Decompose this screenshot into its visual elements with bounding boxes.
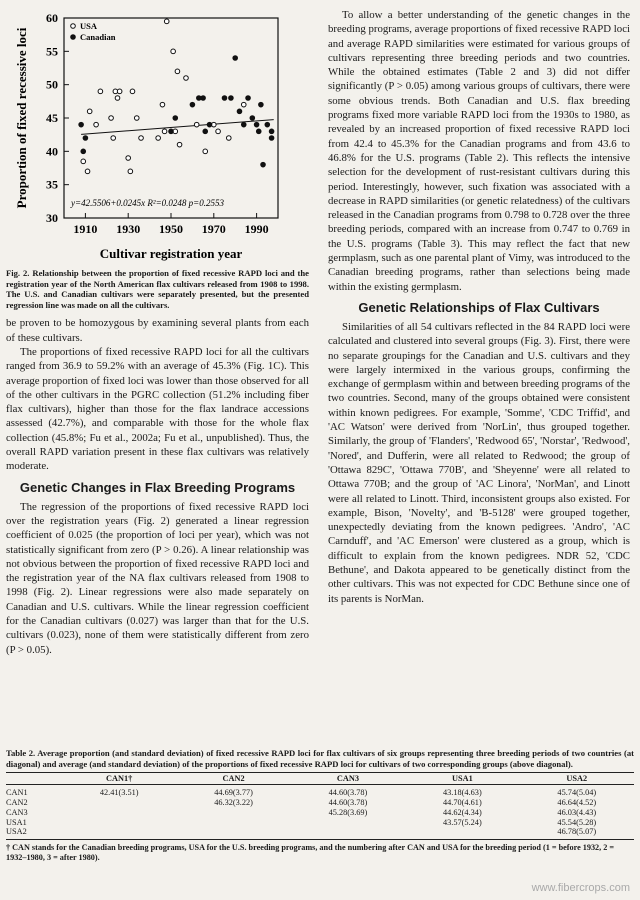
table-row xyxy=(6,798,634,808)
table-cell: 43.18(4.63) xyxy=(443,788,482,798)
x-tick-label: 1950 xyxy=(159,222,183,236)
usa-point xyxy=(98,89,103,94)
canadian-point xyxy=(265,122,270,127)
table-cell: CAN1 xyxy=(6,788,28,798)
y-tick-label: 40 xyxy=(46,144,58,159)
table-cell xyxy=(62,798,176,808)
table-footnote: † CAN stands for the Canadian breeding programs, USA for the U.S. breeding programs, and the numbering after CAN and USA for the breeding period (1 = before 1932, 2 = 1932–1980, 3 = after 1980). xyxy=(6,843,615,863)
canadian-point xyxy=(256,129,261,134)
usa-point xyxy=(126,156,131,161)
usa-point xyxy=(115,96,120,101)
canadian-point xyxy=(207,122,212,127)
table-header-cell: CAN2 xyxy=(176,773,290,785)
table-cell: 45.74(5.04) xyxy=(557,788,597,798)
section-heading-genetic-relationships: Genetic Relationships of Flax Cultivars xyxy=(358,299,600,315)
table-cell: 44.70(4.61) xyxy=(443,797,482,807)
usa-point xyxy=(156,136,161,141)
right-column xyxy=(328,8,630,606)
table-header-cell: USA2 xyxy=(520,773,634,785)
canadian-point xyxy=(269,129,274,134)
usa-point xyxy=(216,129,221,134)
y-tick-label: 55 xyxy=(46,44,58,59)
scatter-chart xyxy=(6,8,309,266)
canadian-point xyxy=(259,102,264,107)
figure-caption xyxy=(6,268,309,310)
watermark: www.fibercrops.com xyxy=(531,882,630,894)
usa-point xyxy=(117,89,122,94)
left-column xyxy=(6,8,309,657)
table-cell: 44.60(3.78) xyxy=(328,797,368,807)
table-cell xyxy=(291,818,405,828)
canadian-point xyxy=(203,129,208,134)
usa-point xyxy=(203,149,208,154)
table-cell: 46.32(3.22) xyxy=(214,797,253,807)
table-cell xyxy=(176,808,290,818)
y-tick-label: 60 xyxy=(46,11,58,25)
usa-point xyxy=(85,169,90,174)
table-cell: 45.28(3.69) xyxy=(328,807,368,817)
usa-point xyxy=(241,102,246,107)
table-caption: Table 2. Average proportion (and standard deviation) of fixed recessive RAPD loci for flax cultivars of six groups representing three breeding periods of two countries (at diagonal) and average (and standard deviation) of the proportions of fixed recessive RAPD loci for cultivars of two corresponding groups (above diagonal). xyxy=(6,748,634,769)
legend-marker xyxy=(71,35,76,40)
table-header-cell: CAN1† xyxy=(62,773,176,785)
usa-point xyxy=(160,102,165,107)
table-cell: USA2 xyxy=(6,827,62,839)
usa-point xyxy=(171,49,176,54)
table-cell: CAN2 xyxy=(6,797,28,807)
table-cell: 42.41(3.51) xyxy=(99,788,139,798)
regression-annotation: y=42.5506+0.0245x R²=0.0248 p=0.2553 xyxy=(71,198,224,208)
figure-caption-text: Relationship between the proportion of fixed recessive RAPD loci and the registration year of the North American flax cultivars released from 1908 to 1998. The U.S. and Canadian cultivars were separately presented, but the presented regression line was made on all the cultivars. xyxy=(6,268,309,310)
plot-frame xyxy=(64,18,278,218)
canadian-point xyxy=(246,96,251,101)
canadian-point xyxy=(229,96,234,101)
table-cell: 43.57(5.24) xyxy=(443,817,482,827)
usa-point xyxy=(164,19,169,24)
section-heading-genetic-changes: Genetic Changes in Flax Breeding Programs xyxy=(19,479,296,495)
canadian-point xyxy=(241,122,246,127)
left-paragraph-2: The proportions of fixed recessive RAPD loci for all the cultivars ranged from 36.9 to 59.2% with an average of 45.3% (Fig. 1C). This average proportion of fixed loci was lower than those observed for all of the other cultivars in the PGRC collection (51.2% including fiber flax cultivars), higher than those for the flax landrace accessions assessed (42.7%), and comparable with those for the whole flax collection (45.8%; Fu et al., 2002a; Fu et al., unpublished). Thus, the overall RAPD variation present in these flax cultivars was relatively moderate. xyxy=(6,345,309,473)
table-row xyxy=(6,818,634,828)
table-cell xyxy=(62,808,176,818)
table-cell xyxy=(176,818,290,828)
y-tick-label: 45 xyxy=(46,111,58,125)
table-cell: CAN3 xyxy=(6,807,28,817)
table-cell: 46.78(5.07) xyxy=(520,827,634,839)
table-cell xyxy=(405,827,519,839)
table-row xyxy=(6,785,634,798)
usa-point xyxy=(184,76,189,81)
table-2-block xyxy=(6,748,634,863)
table-cell xyxy=(291,827,405,839)
y-tick-label: 30 xyxy=(46,211,58,225)
right-paragraph-1: To allow a better understanding of the genetic changes in the breeding programs, average proportions of fixed recessive RAPD loci and average RAPD similarities were estimated for various groups of cultivars representing three breeding periods and two countries. While the obtained estimates (Table 2 and 3) did not differ significantly (P > 0.05) among various groups of cultivars, there were some obvious trends. Both Canadian and U.S. flax breeding programs fixed more variable RAPD loci from the 1930s to 1980, as revealed by an increased proportion of fixed recessive RAPD loci from 42.4 to 45.3% for the Canadian programs and from 43.6 to 46.8% for the U.S. programs (Table 2). This reflects the intensive selection for the development of rust-resistant cultivars during this period. Interestingly, however, such fixation was associated with a decrease in RAPD similarities (or genetic relatedness) of the cultivars released in the Canadian programs from 0.798 to 0.728 over the three breeding periods, compared with an increase from 0.747 to 0.769 in the U.S. programs (Table 3). This may reflect the fact that new germplasm, such as one parental plant of Vimy, was introduced to the Canadian breeding programs, rather than selections being made within the existing germplasm. xyxy=(328,9,630,293)
canadian-point xyxy=(173,116,178,121)
legend-marker xyxy=(71,24,76,29)
canadian-point xyxy=(222,96,227,101)
canadian-point xyxy=(79,122,84,127)
usa-point xyxy=(139,136,144,141)
usa-point xyxy=(111,136,116,141)
table-row xyxy=(6,827,634,839)
usa-point xyxy=(175,69,180,74)
table-header-row xyxy=(6,773,634,785)
canadian-point xyxy=(254,122,259,127)
usa-point xyxy=(109,116,114,121)
canadian-point xyxy=(250,116,255,121)
left-paragraph-3: The regression of the proportions of fixed recessive RAPD loci over the registration years (Fig. 2) generated a linear regression coefficient of 0.025 (the proportion of loci per year), which was not statistically significant from zero (P > 0.26). A linear relationship was not obvious between the proportion of fixed recessive RAPD loci and the registration year of the NA flax cultivars released from 1908 to 1998 (Fig. 2). Linear regressions were also made separately on Canadian and U.S. cultivars. While the linear regression coefficient for the Canadian cultivars (0.027) was larger than that for the U.S. cultivars (0.023), none of them were statistically different from zero (P > 0.05). xyxy=(6,500,309,656)
y-tick-label: 35 xyxy=(46,177,58,192)
table-cell: 44.62(4.34) xyxy=(443,807,482,817)
figure-2 xyxy=(6,8,309,266)
table-cell: 46.03(4.43) xyxy=(557,807,597,817)
y-axis-label: Proportion of fixed recessive loci xyxy=(14,27,29,209)
canadian-point xyxy=(261,162,266,167)
table-cell xyxy=(62,818,176,828)
canadian-point xyxy=(83,136,88,141)
figure-caption-label: Fig. 2. xyxy=(6,268,30,278)
x-tick-label: 1970 xyxy=(201,222,226,236)
usa-point xyxy=(128,169,133,174)
right-paragraph-2: Similarities of all 54 cultivars reflected in the 84 RAPD loci were calculated and clustered into several groups (Fig. 3). First, there were no separate groupings for the Canadian and U.S. cultivars and they were largely intermixed in the various groups, confirming the exchange of germplasm within and between breeding programs of the two countries. Second, many of the groups obtained were consistent within known pedigrees. For example, 'Somme', 'CDC Triffid', and 'AC Watson' were derived from 'NorLin', thus grouped together. Similarly, the group of 'Flanders', 'Redwood 65', 'Norstar', 'Redwood', 'Nored', and Dufferin, were all related to Redwood; the group of 'Ottawa 829C', 'Ottawa 770B', and 'Sheyenne' were all related to Ottawa 770B; and the group of 'AC Linora', 'NorMan', and Linott were all related to Linott. Third, inconsistent groups also existed. For example, Bison, 'Novelty', and 'B-5128' were grouped together, unexpectedly deviating from the known pedigrees. 'Andro', 'AC Carnduff', and 'AC Emerson' were clustered as a group, which is difficult to explain from the known pedigrees. NDR 52, 'CDC Bethune', and Dakota appeared to be genetically distinct from the other cultivars. This was not expected for CDC Bethune since one of its parents is NorMan. xyxy=(328,320,630,605)
table-cell xyxy=(62,827,176,839)
table-cell: 46.64(4.52) xyxy=(557,797,597,807)
table-cell xyxy=(176,827,290,839)
usa-point xyxy=(130,89,135,94)
table-header-cell xyxy=(6,773,62,785)
usa-point xyxy=(226,136,231,141)
usa-point xyxy=(134,116,139,121)
usa-point xyxy=(162,129,167,134)
table-cell: 45.54(5.28) xyxy=(557,817,597,827)
canadian-point xyxy=(169,129,174,134)
table-header-cell: USA1 xyxy=(405,773,519,785)
x-tick-label: 1910 xyxy=(73,222,98,236)
x-tick-label: 1990 xyxy=(244,222,269,236)
canadian-point xyxy=(237,109,242,114)
x-axis-label: Cultivar registration year xyxy=(99,246,243,261)
canadian-point xyxy=(269,136,274,141)
table-cell: USA1 xyxy=(6,817,27,827)
legend-label: USA xyxy=(80,21,98,31)
usa-point xyxy=(94,122,99,127)
table-cell: 44.69(3.77) xyxy=(214,788,253,798)
canadian-point xyxy=(201,96,206,101)
legend-label: Canadian xyxy=(80,32,116,42)
x-tick-label: 1930 xyxy=(116,222,141,236)
usa-point xyxy=(87,109,92,114)
table-2 xyxy=(6,772,634,840)
canadian-point xyxy=(190,102,195,107)
table-cell: 44.60(3.78) xyxy=(328,788,368,798)
canadian-point xyxy=(81,149,86,154)
left-paragraph-1: be proven to be homozygous by examining several plants from each of these cultivars. xyxy=(6,317,309,344)
canadian-point xyxy=(233,56,238,61)
usa-point xyxy=(81,159,86,164)
usa-point xyxy=(194,122,199,127)
usa-point xyxy=(177,142,182,147)
y-tick-label: 50 xyxy=(46,77,58,92)
table-header-cell: CAN3 xyxy=(291,773,405,785)
table-row xyxy=(6,808,634,818)
